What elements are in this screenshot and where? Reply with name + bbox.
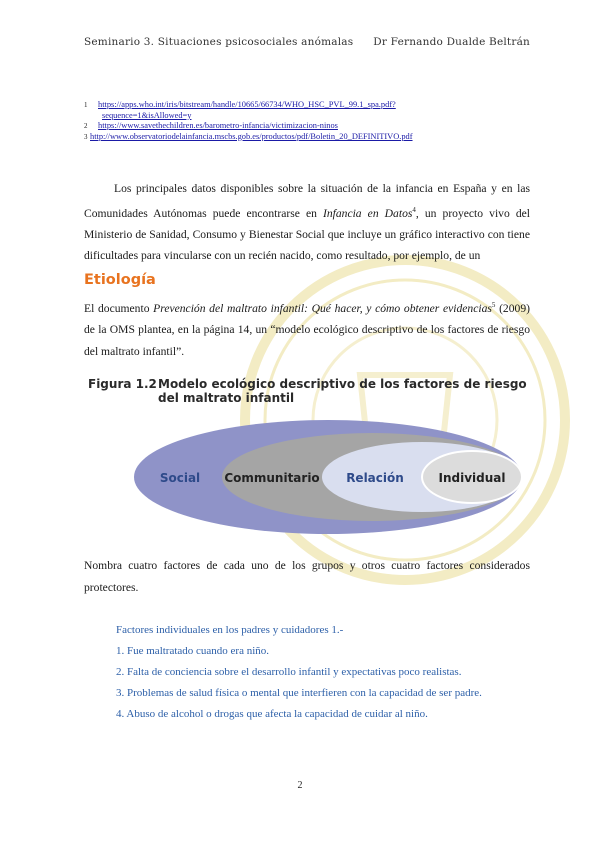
section-heading: Etiología [84, 272, 156, 288]
list-item: 4. Abuso de alcohol o drogas que afecta la capacidad de cuidar al niño. [116, 708, 428, 720]
paragraph-text: Los principales datos disponibles sobre la situación de la infancia en España y en las Comunidades Autónomas puede encontrarse en [84, 182, 530, 220]
factors-list [116, 620, 482, 725]
figure-title-line2: del maltrato infantil [158, 391, 295, 405]
footnotes [84, 100, 524, 142]
paragraph-text: El documento [84, 301, 154, 315]
header-author: Dr Fernando Dualde Beltrán [373, 36, 530, 48]
footnote-link[interactable]: https://www.savethechildren.es/barometro-infancia/victimizacion-ninos [98, 121, 338, 130]
figure-title-line1: Modelo ecológico descriptivo de los factores de riesgo [158, 377, 527, 391]
footnote-number: 3 [84, 132, 88, 141]
footnote-number: 2 [84, 122, 88, 130]
footnote-number: 1 [84, 101, 88, 109]
figure-title [88, 377, 527, 405]
footnote-ref: 5 [491, 301, 496, 309]
page-header [84, 36, 530, 48]
footnote-link[interactable]: https://apps.who.int/iris/bitstream/handle/10665/66734/WHO_HSC_PVL_99.1_spa.pdf? [98, 100, 396, 109]
footnote-ref: 4 [412, 205, 416, 214]
level-individual-label: Individual [438, 471, 506, 485]
level-community-label: Communitario [224, 471, 320, 485]
figure-label: Figura 1.2 [88, 377, 157, 391]
paragraph-text: (2009) de la OMS plantea, en la página 14, un “modelo ecológico descriptivo de los factores de riesgo del maltrato infantil”. [84, 301, 530, 358]
footnote-link[interactable]: http://www.observatoriodelainfancia.mscbs.gob.es/productos/pdf/Boletin_20_DEFINITIVO.pdf [90, 131, 413, 141]
ecological-model-diagram [132, 418, 524, 536]
factors-title: Factores individuales en los padres y cuidadores 1.- [116, 624, 344, 636]
list-item: 2. Falta de conciencia sobre el desarrollo infantil y expectativas poco realistas. [116, 666, 462, 678]
level-social-label: Social [159, 471, 201, 485]
list-item: 1. Fue maltratado cuando era niño. [116, 645, 270, 657]
footnote-link-continuation[interactable]: sequence=1&isAllowed=y [102, 110, 192, 120]
paragraph-italic: Infancia en Datos [322, 206, 413, 220]
paragraph-infancia [84, 178, 530, 267]
footnote-1-continuation [84, 111, 524, 122]
header-title: Seminario 3. Situaciones psicosociales anómalas [84, 36, 354, 48]
paragraph-italic: Prevención del maltrato infantil: Qué hacer, y cómo obtener evidencias [153, 301, 492, 315]
page-number: 2 [297, 780, 303, 791]
paragraph-documento [84, 295, 530, 362]
level-relation-label: Relación [346, 471, 404, 485]
paragraph-text: , un proyecto vivo del Ministerio de Sanidad, Consumo y Bienestar Social que incluye un gráfico interactivo con tiene dificultades para vincularse con un recién nacido, como resultado, por ejemplo, de un [84, 206, 530, 263]
paragraph-question: Nombra cuatro factores de cada uno de los grupos y otros cuatro factores considerados protectores. [84, 559, 530, 594]
footnote-3 [84, 132, 524, 143]
footnote-1 [84, 100, 524, 111]
list-item: 3. Problemas de salud física o mental que interfieren con la capacidad de ser padre. [116, 687, 482, 699]
footnote-2 [84, 121, 524, 132]
